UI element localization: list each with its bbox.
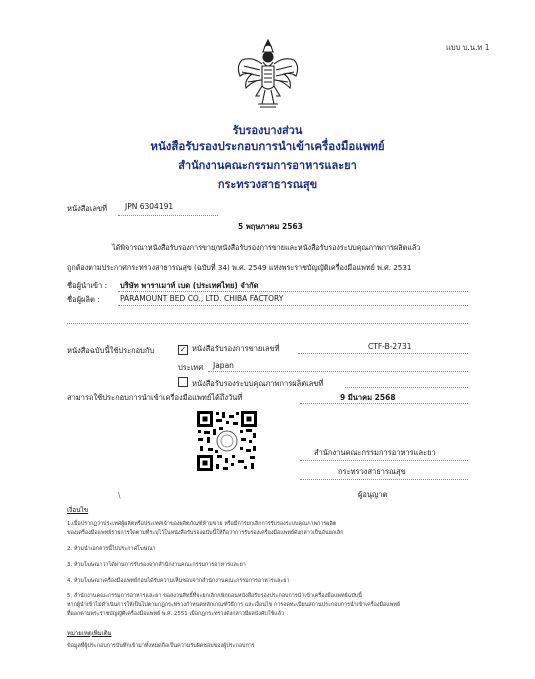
manufacturer-name: PARAMOUNT BED CO., LTD. CHIBA FACTORY — [120, 294, 284, 303]
signature-org-underline — [300, 460, 468, 461]
signature-org: สำนักงานคณะกรรมการอาหารและยา — [314, 448, 436, 457]
validity-date: 9 มีนาคม 2568 — [340, 393, 396, 402]
header-line-4: กระทรวงสาธารณสุข — [217, 178, 318, 191]
conditions-heading: เงื่อนไข — [67, 506, 89, 514]
sales-cert-number: CTF-B-2731 — [368, 342, 412, 351]
condition-4: 4. ห้ามโฆษณาเครื่องมือแพทย์ก่อนได้รับความเห็นชอบจากสำนักงานคณะกรรมการอาหารและยา — [67, 578, 290, 584]
header-line-1: รับรองบางส่วน — [232, 124, 303, 137]
manufacturer-label: ชื่อผู้ผลิต : — [67, 295, 100, 304]
condition-1b: ของเครื่องมือแพทย์รายการใดตามที่ระบุไว้ในหนังสือรับรองฉบับนี้ให้ถือว่าการรับรองเครื่องมือแพทย์ดังกล่าวเป็นอันยกเลิก — [67, 530, 344, 536]
cert-number-label: หนังสือเลขที่ — [67, 204, 108, 213]
validity-label: สามารถใช้ประกอบการนำเข้าเครื่องมือแพทย์ได้ถึงวันที่ — [67, 393, 243, 402]
condition-3: 3. ห้ามโฆษณาว่าได้ผ่านการรับรองจากสำนักงานคณะกรรมการอาหารและยา — [67, 562, 246, 568]
importer-underline — [118, 291, 468, 292]
manufacturer-underline-2 — [67, 323, 468, 324]
validity-underline — [300, 403, 468, 404]
cert-date: 5 พฤษภาคม 2563 — [238, 222, 303, 231]
sales-cert-label: หนังสือรับรองการขายเลขที่ — [192, 344, 280, 353]
condition-2: 2. ห้ามนำเอกสารนี้ไปประกาศโฆษณา — [67, 546, 156, 552]
sales-cert-checkbox: ✓ — [179, 345, 187, 354]
header-line-3: สำนักงานคณะกรรมการอาหารและยา — [178, 159, 357, 172]
quality-cert-option — [178, 377, 323, 390]
importer-name: บริษัท พาราเมาท์ เบด (ประเทศไทย) จำกัด — [120, 281, 259, 290]
cert-number-underline — [118, 215, 218, 216]
quality-cert-checkbox — [178, 377, 188, 387]
quality-cert-label: หนังสือรับรองระบบคุณภาพการผลิตเลขที่ — [192, 379, 324, 388]
signature-ministry-underline — [300, 479, 468, 480]
signature-ministry: กระทรวงสาธารณสุข — [338, 467, 406, 476]
header-line-2: หนังสือรับรองประกอบการนำเข้าเครื่องมือแพทย์ — [150, 139, 385, 153]
sales-cert-underline — [298, 353, 468, 354]
condition-5c: ที่ออกตามพระราชบัญญัติเครื่องมือแพทย์ พ.ศ. 2551 เมื่อกฎกระทรวงดังกล่าวมีผลบังคับใช้แล้ว — [67, 611, 285, 617]
form-code: แบบ บ.น.ท 1 — [446, 43, 490, 52]
garuda-emblem-icon — [232, 36, 304, 110]
quality-cert-underline — [345, 387, 468, 388]
signature-authorizer: ผู้อนุญาต — [358, 490, 388, 499]
importer-label: ชื่อผู้นำเข้า : — [67, 281, 108, 290]
country-underline — [208, 371, 468, 372]
stray-mark: \ — [118, 491, 121, 500]
body-text-line-2: ถูกต้องตามประกาศกระทรวงสาธารณสุข (ฉบับที่ 34) พ.ศ. 2549 แห่งพระราชบัญญัติเครื่องมือแพทย์ พ.ศ. 2531 — [67, 263, 412, 272]
country-label: ประเทศ — [178, 363, 204, 372]
reference-label: หนังสือฉบับนี้ใช้ประกอบกับ — [67, 346, 155, 355]
cert-number: JPN 6304191 — [125, 202, 174, 211]
condition-5a: 5. สำนักงานคณะกรรมการอาหารและยา ขอสงวนสิทธิ์ที่จะยกเลิก/เพิกถอนหนังสือรับรองประกอบการนำเข้าเครื่องมือแพทย์ฉบับนี้ — [67, 593, 362, 599]
notes-text: ข้อมูลที่ผู้ประกอบการบันทึกเข้ามาทั้งหมดถือเป็นความรับผิดชอบของผู้ประกอบการ — [67, 643, 255, 649]
condition-5b: หากผู้นำเข้าไม่ดำเนินการให้เป็นไปตามกฎกระทรวงกำหนดหลักเกณฑ์วิธีการ และเงื่อนไข การจดทะเบียนสถานประกอบการนำเข้าเครื่องมือแพทย์ — [67, 602, 400, 608]
sales-cert-option — [178, 343, 280, 355]
qr-code — [196, 410, 258, 472]
notes-heading: หมายเหตุเพิ่มเติม — [67, 630, 112, 637]
condition-1a: 1.เมื่อปรากฏว่าประเทศผู้ผลิตหรือประเทศเจ้าของผลิตภัณฑ์ห้ามขาย หรือมีการยกเลิกการรับรองระบบคุณภาพการผลิต — [67, 521, 337, 527]
body-text-line-1: ได้พิจารณาหนังสือรับรองการขาย/หนังสือรับรองการขายและหนังสือรับรองระบบคุณภาพการผลิตแล้ว — [112, 243, 421, 252]
country-value: Japan — [213, 361, 234, 370]
manufacturer-underline — [118, 305, 468, 306]
